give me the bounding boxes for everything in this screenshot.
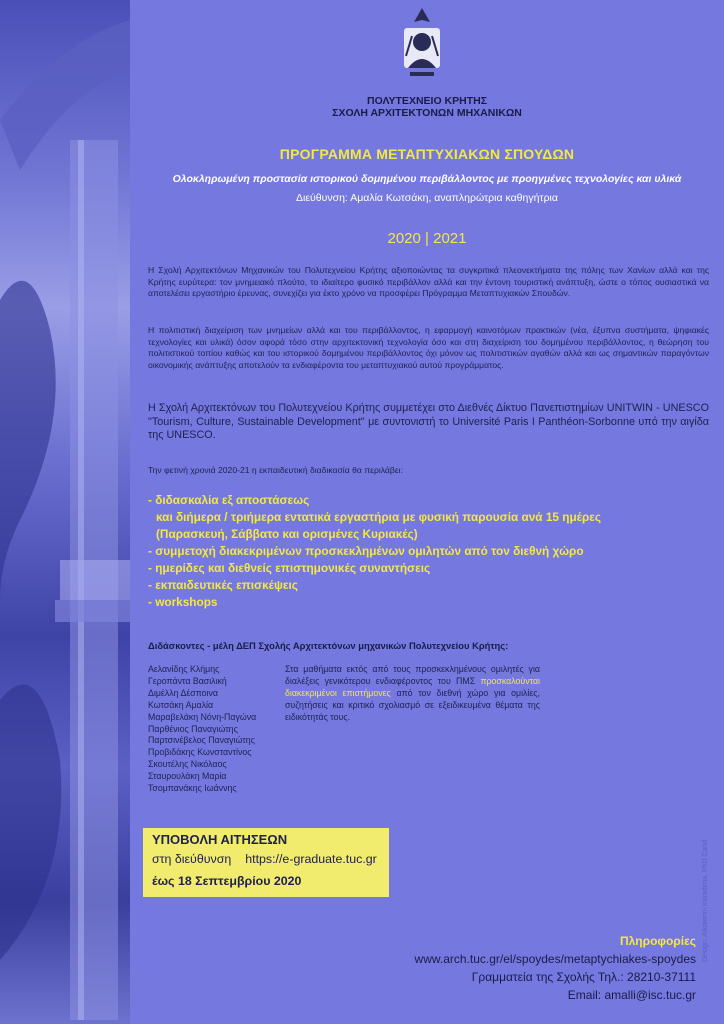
school-name: ΣΧΟΛΗ ΑΡΧΙΤΕΚΤΟΝΩΝ ΜΗΧΑΝΙΚΩΝ [332, 107, 522, 119]
design-credit: Design: Aikaterini Karadima, PhD Cand. [702, 837, 709, 962]
contact-info [415, 932, 696, 1004]
info-heading: Πληροφορίες [619, 934, 696, 948]
faculty-title: Διδάσκοντες - μέλη ΔΕΠ Σχολής Αρχιτεκτόνων μηχανικών Πολυτεχνείου Κρήτης: [148, 640, 509, 651]
faculty-name: Σταυρουλάκη Μαρία [148, 771, 227, 782]
secretariat-phone: Γραμματεία της Σχολής Τηλ.: 28210-37111 [471, 970, 696, 984]
faculty-name: Παρθένιος Παναγιώτης [148, 723, 238, 734]
faculty-name: Κωτσάκη Αμαλία [148, 699, 214, 710]
academic-years: 2020 | 2021 [387, 230, 467, 247]
program-director: Διεύθυνση: Αμαλία Κωτσάκη, αναπληρώτρια καθηγήτρια [296, 192, 558, 204]
paragraph-heritage: Η πολιτιστική διαχείριση των μνημείων αλλά και του περιβάλλοντος, η εφαρμογή καινοτόμων πρακτικών (νέα, έξυπνα συστήματα, ψηφιακές τεχνολογίες και υλικά) όσον αφορά τόσο στην αρχιτεκτονική τεχνολογία όσο και στη διαχείριση του δομημένου περιβάλλοντος, η θεώρηση του πολιτιστικού τοπίου καθώς και του ιστορικού δομημένου περιβάλλοντος όχι μόνον ως πολιτιστικών αγαθών αλλά και ως σημαντικών παραγόντων οικονομικής ανάπτυξης αποτελούν τα ενδιαφέροντα του μεταπτυχιακού αυτού προγράμματος. [148, 325, 709, 370]
invite-text-before: Στα μαθήματα εκτός από τους προσκεκλημένους ομιλητές για διαλέξεις γενικότερου ενδιαφέροντος του ΠΜΣ [285, 664, 540, 686]
faculty-name: Παρτσινέβελος Παναγιώτης [148, 735, 255, 746]
faculty-name: Προβιδάκης Κωνσταντίνος [148, 747, 252, 758]
background-column-photo [0, 0, 130, 1024]
program-subtitle: Ολοκληρωμένη προστασία ιστορικού δομημένου περιβάλλοντος με προηγμένες τεχνολογίες και υλικά [172, 173, 682, 185]
list-item: (Παρασκευή, Σάββατο και ορισμένες Κυριακές) [156, 527, 418, 541]
university-name: ΠΟΛΥΤΕΧΝΕΙΟ ΚΡΗΤΗΣ [367, 95, 487, 107]
list-item: - εκπαιδευτικές επισκέψεις [148, 578, 298, 592]
faculty-name: Μαραβελάκη Νόνη-Παγώνα [148, 711, 257, 722]
university-logo-icon [392, 6, 452, 92]
list-item: - διδασκαλία εξ αποστάσεως [148, 493, 310, 507]
faculty-name: Διμέλλη Δέσποινα [148, 687, 218, 698]
application-deadline: έως 18 Σεπτεμβρίου 2020 [152, 874, 302, 888]
list-item: - συμμετοχή διακεκριμένων προσκεκλημένων ομιλητών από τον διεθνή χώρο [148, 544, 584, 558]
faculty-name: Αελανίδης Κλήμης [148, 664, 220, 674]
faculty-name: Σκουτέλης Νικόλαος [148, 759, 227, 770]
faculty-name: Τσομπανάκης Ιωάννης [148, 783, 237, 794]
column-illustration [0, 0, 130, 1024]
offerings-intro: Την φετινή χρονιά 2020-21 η εκπαιδευτική διαδικασία θα περιλάβει: [148, 465, 403, 475]
faculty-name: Γεροπάντα Βασιλική [148, 675, 227, 686]
invite-text-after: από τον διεθνή χώρο για ομιλίες, συζητήσεις και κριτικό σχολιασμό σε εξειδικευμένα θέματα της ειδικότητάς τους. [285, 687, 540, 722]
list-item: - ημερίδες και διεθνείς επιστημονικές συναντήσεις [148, 561, 431, 575]
application-box [143, 828, 389, 897]
list-item: - workshops [148, 595, 218, 609]
address-label: στη διεύθυνση [152, 852, 232, 866]
program-title: ΠΡΟΓΡΑΜΜΑ ΜΕΤΑΠΤΥΧΙΑΚΩΝ ΣΠΟΥΔΩΝ [279, 146, 575, 162]
contact-email[interactable]: Email: amalli@isc.tuc.gr [567, 988, 696, 1002]
university-header [130, 95, 724, 119]
list-item: και διήμερα / τριήμερα εντατικά εργαστήρια με φυσική παρουσία ανά 15 ημέρες [156, 510, 602, 524]
application-title: ΥΠΟΒΟΛΗ ΑΙΤΗΣΕΩΝ [152, 832, 288, 847]
invited-speakers-text [285, 664, 540, 724]
invite-text-highlight: προσκαλούνται διακεκριμένοι επιστήμονες [285, 675, 540, 698]
paragraph-intro: Η Σχολή Αρχιτεκτόνων Μηχανικών του Πολυτεχνείου Κρήτης αξιοποιώντας τα συγκριτικά πλεονεκτήματα της πόλης των Χανίων αλλά και της Κρήτης ευρύτερα: τον μνημειακό πλούτο, το ιδιαίτερο φυσικό περιβάλλον αλλά και την έντονη τουριστική ανάπτυξη, ώστε ο τόπος ουσιαστικά να αποτελέσει εργαστήριο έρευνας, συνεχίζει για έκτο χρόνο να προσφέρει Πρόγραμμα Μεταπτυχιακών Σπουδών. [148, 265, 709, 299]
faculty-names [148, 664, 256, 795]
application-address [152, 852, 377, 866]
website-link[interactable]: www.arch.tuc.gr/el/spoydes/metaptychiakes-spoydes [414, 952, 696, 966]
offerings-list [148, 492, 601, 611]
application-url-link[interactable]: https://e-graduate.tuc.gr [245, 852, 377, 866]
paragraph-unitwin: Η Σχολή Αρχιτεκτόνων του Πολυτεχνείου Κρήτης συμμετέχει στο Διεθνές Δίκτυο Πανεπιστημίων UNITWIN - UNESCO "Tourism, Culture, Sustainable Development" με συντονιστή το Université Paris I Panthéon-Sorbonne υπό την αιγίδα της UNESCO. [148, 402, 709, 441]
